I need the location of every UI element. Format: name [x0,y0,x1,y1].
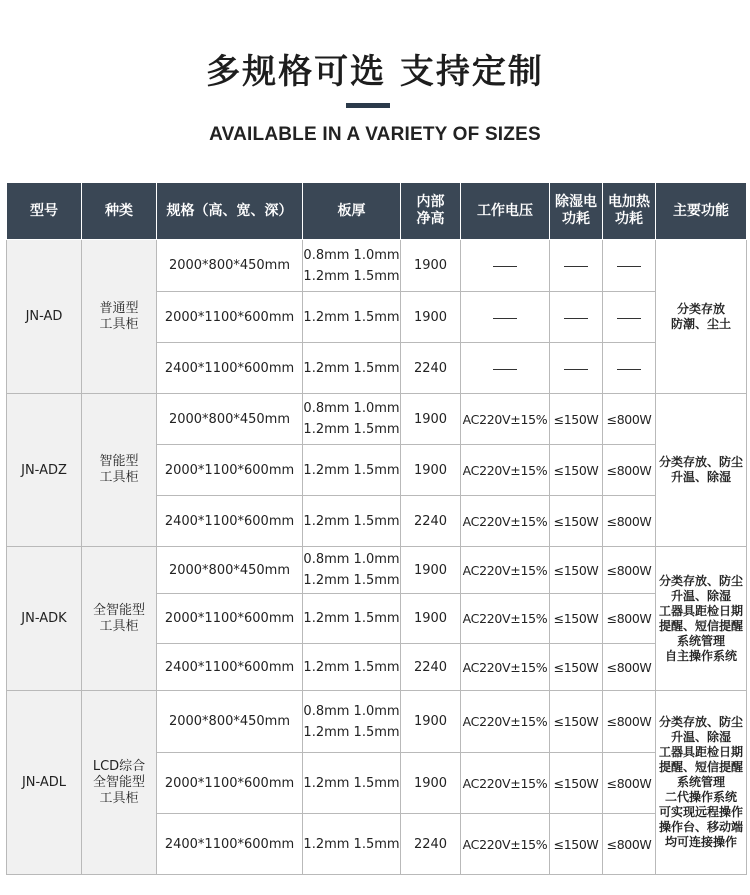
voltage-cell: AC220V±15% [461,394,550,445]
thickness-cell [303,445,401,496]
functions-cell [656,394,747,547]
inner-height-cell: 1900 [401,547,461,594]
table-row [7,547,747,594]
dash-mark [493,369,517,370]
dehumid-cell: ≤150W [550,394,603,445]
spec-cell: 2000*1100*600mm [157,753,303,814]
spec-cell: 2000*800*450mm [157,394,303,445]
table-body [7,240,747,875]
function-line: 防潮、尘土 [670,316,731,331]
heat-cell: ≤800W [603,594,656,644]
function-line: 升温、除湿 [670,730,731,744]
spec-cell: 2000*1100*600mm [157,445,303,496]
model-cell: JN-ADZ [7,394,82,547]
header-model: 型号 [7,183,82,240]
category-cell [82,240,157,394]
function-line: 分类存放、防尘 [658,715,743,729]
dehumid-cell: ≤150W [550,594,603,644]
inner-height-cell: 1900 [401,594,461,644]
heat-cell: ≤800W [603,394,656,445]
thickness-line: 0.8mm 1.0mm [303,247,400,263]
table-header-row [7,183,747,240]
thickness-line: 0.8mm 1.0mm [303,552,400,567]
thickness-cell [303,753,401,814]
category-line: LCD综合 [92,758,146,774]
thickness-line: 1.2mm 1.5mm [303,462,400,478]
model-cell: JN-ADL [7,691,82,875]
category-cell [82,691,157,875]
function-line: 可实现远程操作 [658,805,743,819]
inner-height-cell: 2240 [401,814,461,875]
page-title: 多规格可选 支持定制 [206,52,544,92]
dash-mark [493,318,517,319]
thickness-line: 1.2mm 1.5mm [303,836,400,852]
spec-table [6,182,747,875]
thickness-cell [303,547,401,594]
inner-height-cell: 1900 [401,753,461,814]
function-line: 升温、除湿 [670,470,731,484]
functions-cell [656,240,747,394]
thickness-line: 1.2mm 1.5mm [303,309,400,325]
function-line: 提醒、短信提醒 [658,618,743,633]
voltage-cell: AC220V±15% [461,644,550,691]
heat-cell: ≤800W [603,753,656,814]
inner-height-cell: 2240 [401,644,461,691]
voltage-cell: AC220V±15% [461,445,550,496]
function-line: 分类存放、防尘 [658,455,743,469]
header-voltage: 工作电压 [461,183,550,240]
voltage-cell: AC220V±15% [461,753,550,814]
thickness-cell [303,343,401,394]
thickness-line: 0.8mm 1.0mm [303,401,400,416]
functions-cell [656,547,747,691]
spec-cell: 2400*1100*600mm [157,343,303,394]
header-heat-power: 电加热 功耗 [603,183,656,240]
thickness-cell [303,814,401,875]
inner-height-cell: 2240 [401,496,461,547]
inner-height-cell: 1900 [401,292,461,343]
dehumid-cell [550,343,603,394]
thickness-line: 1.2mm 1.5mm [303,513,400,529]
table-row [7,240,747,292]
thickness-cell [303,691,401,753]
dehumid-cell: ≤150W [550,753,603,814]
dash-mark [617,318,641,319]
spec-cell: 2000*800*450mm [157,691,303,753]
category-line: 普通型 [99,300,139,316]
dash-mark [617,369,641,370]
voltage-cell [461,292,550,343]
table-row [7,691,747,753]
thickness-cell [303,292,401,343]
thickness-line: 0.8mm 1.0mm [303,703,400,719]
dehumid-cell: ≤150W [550,814,603,875]
thickness-cell [303,394,401,445]
category-cell [82,394,157,547]
thickness-cell [303,644,401,691]
dehumid-cell: ≤150W [550,445,603,496]
thickness-cell [303,594,401,644]
heat-cell: ≤800W [603,496,656,547]
function-line: 自主操作系统 [664,648,737,663]
dash-mark [493,266,517,267]
spec-cell: 2000*1100*600mm [157,292,303,343]
header-functions: 主要功能 [656,183,747,240]
category-line: 工具柜 [99,790,139,806]
dash-mark [564,318,588,319]
function-line: 工器具距检日期 [658,745,743,759]
category-line: 工具柜 [99,618,139,634]
function-line: 分类存放 [676,301,725,316]
dehumid-cell [550,292,603,343]
inner-height-cell: 1900 [401,394,461,445]
function-line: 均可连接操作 [664,835,737,849]
category-line: 工具柜 [99,470,139,485]
voltage-cell: AC220V±15% [461,814,550,875]
inner-height-cell: 1900 [401,445,461,496]
voltage-cell [461,343,550,394]
thickness-line: 1.2mm 1.5mm [303,360,400,376]
category-line: 全智能型 [92,774,145,790]
dehumid-cell [550,240,603,292]
thickness-cell [303,240,401,292]
function-line: 分类存放、防尘 [658,573,743,588]
dash-mark [564,266,588,267]
category-line: 智能型 [99,454,139,469]
header-spec: 规格（高、宽、深） [157,183,303,240]
heat-cell [603,240,656,292]
voltage-cell: AC220V±15% [461,496,550,547]
function-line: 系统管理 [676,633,725,648]
function-line: 二代操作系统 [664,790,737,804]
thickness-line: 1.2mm 1.5mm [303,422,400,437]
title-underline [346,103,390,108]
page-subtitle: AVAILABLE IN A VARIETY OF SIZES [209,124,541,145]
heat-cell: ≤800W [603,547,656,594]
inner-height-cell: 1900 [401,691,461,753]
spec-cell: 2400*1100*600mm [157,496,303,547]
inner-height-cell: 2240 [401,343,461,394]
dash-mark [564,369,588,370]
dash-mark [617,266,641,267]
dehumid-cell: ≤150W [550,691,603,753]
header-thickness: 板厚 [303,183,401,240]
header-dehumid-power: 除湿电 功耗 [550,183,603,240]
dehumid-cell: ≤150W [550,547,603,594]
category-line: 全智能型 [92,602,145,618]
voltage-cell: AC220V±15% [461,547,550,594]
spec-cell: 2400*1100*600mm [157,814,303,875]
heat-cell: ≤800W [603,814,656,875]
dehumid-cell: ≤150W [550,644,603,691]
function-line: 提醒、短信提醒 [658,760,743,774]
function-line: 工器具距检日期 [658,603,743,618]
heat-cell [603,292,656,343]
category-cell [82,547,157,691]
heat-cell [603,343,656,394]
header-category: 种类 [82,183,157,240]
dehumid-cell: ≤150W [550,496,603,547]
voltage-cell: AC220V±15% [461,594,550,644]
spec-cell: 2400*1100*600mm [157,644,303,691]
voltage-cell: AC220V±15% [461,691,550,753]
functions-cell [656,691,747,875]
heat-cell: ≤800W [603,644,656,691]
category-line: 工具柜 [99,316,139,332]
function-line: 升温、除湿 [670,588,731,603]
inner-height-cell: 1900 [401,240,461,292]
table-row [7,394,747,445]
thickness-line: 1.2mm 1.5mm [303,268,400,284]
model-cell: JN-AD [7,240,82,394]
model-cell: JN-ADK [7,547,82,691]
voltage-cell [461,240,550,292]
spec-cell: 2000*800*450mm [157,240,303,292]
thickness-line: 1.2mm 1.5mm [303,611,400,626]
heat-cell: ≤800W [603,691,656,753]
thickness-line: 1.2mm 1.5mm [303,659,400,675]
spec-cell: 2000*800*450mm [157,547,303,594]
function-line: 系统管理 [676,775,725,789]
thickness-line: 1.2mm 1.5mm [303,775,400,791]
thickness-line: 1.2mm 1.5mm [303,724,400,740]
thickness-cell [303,496,401,547]
function-line: 操作台、移动端 [658,820,743,834]
page-header [0,0,750,180]
spec-cell: 2000*1100*600mm [157,594,303,644]
heat-cell: ≤800W [603,445,656,496]
thickness-line: 1.2mm 1.5mm [303,573,400,588]
header-inner-height: 内部 净高 [401,183,461,240]
